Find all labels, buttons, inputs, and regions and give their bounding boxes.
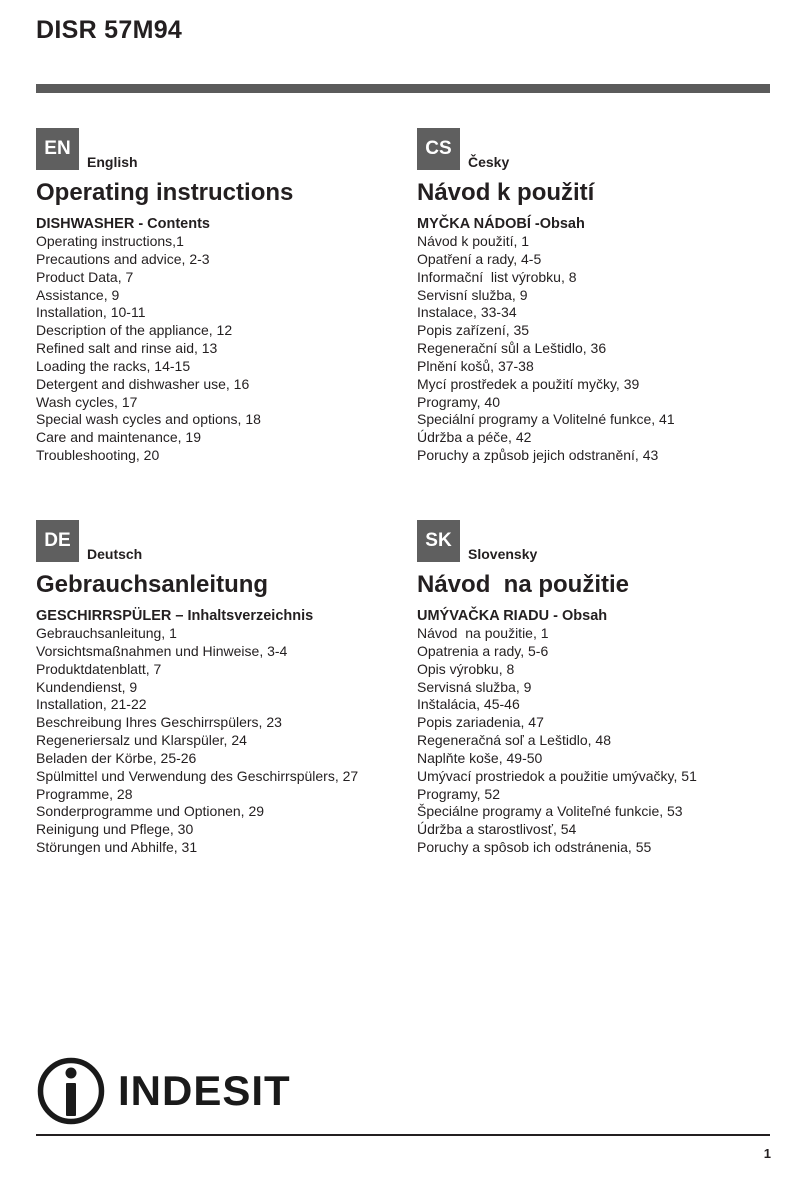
- contents-item: Poruchy a spôsob ich odstránenia, 55: [417, 839, 652, 856]
- contents-heading: GESCHIRRSPÜLER – Inhaltsverzeichnis: [36, 608, 314, 624]
- language-name: Slovensky: [468, 546, 538, 562]
- contents-item: Operating instructions,1: [36, 233, 184, 249]
- model-title: DISR 57M94: [36, 16, 183, 44]
- contents-item: Inštalácia, 45-46: [417, 696, 520, 713]
- contents-heading: MYČKA NÁDOBÍ -Obsah: [417, 216, 585, 232]
- contents-item: Precautions and advice, 2-3: [36, 250, 210, 267]
- language-name: Česky: [468, 154, 510, 170]
- language-header: [417, 128, 797, 170]
- contents-item: Opatření a rady, 4-5: [417, 250, 542, 267]
- language-name: Deutsch: [87, 546, 143, 562]
- contents-item: Programy, 40: [417, 393, 500, 410]
- language-name: English: [87, 154, 138, 170]
- language-code-badge: CS: [417, 128, 460, 170]
- contents-list: [36, 625, 416, 857]
- contents-item: Assistance, 9: [36, 286, 120, 303]
- contents-item: Servisní služba, 9: [417, 286, 528, 303]
- language-code-badge: SK: [417, 520, 460, 562]
- section-slovak: [417, 520, 797, 857]
- brand-name: INDESIT: [118, 1067, 291, 1114]
- contents-item: Poruchy a způsob jejich odstranění, 43: [417, 447, 659, 464]
- contents-item: Umývací prostriedok a použitie umývačky, 51: [417, 767, 697, 784]
- section-title: Gebrauchsanleitung: [36, 571, 269, 598]
- contents-item: Servisná služba, 9: [417, 678, 532, 695]
- contents-item: Product Data, 7: [36, 268, 134, 285]
- contents-item: Reinigung und Pflege, 30: [36, 821, 194, 838]
- contents-item: Vorsichtsmaßnahmen und Hinweise, 3-4: [36, 642, 288, 659]
- section-czech: [417, 128, 797, 465]
- contents-item: Plnění košů, 37-38: [417, 357, 534, 374]
- contents-item: Care and maintenance, 19: [36, 429, 201, 446]
- contents-item: Programy, 52: [417, 785, 500, 802]
- language-code-badge: DE: [36, 520, 79, 562]
- bottom-divider: [36, 1134, 770, 1136]
- contents-item: Installation, 21-22: [36, 696, 147, 713]
- contents-item: Description of the appliance, 12: [36, 322, 233, 339]
- indesit-logo-icon: [36, 1056, 106, 1126]
- contents-item: Special wash cycles and options, 18: [36, 411, 261, 428]
- contents-item: Programme, 28: [36, 785, 133, 802]
- contents-item: Regeneriersalz und Klarspüler, 24: [36, 732, 247, 749]
- contents-list: [417, 233, 797, 465]
- contents-item: Produktdatenblatt, 7: [36, 660, 162, 677]
- contents-item: Regenerační sůl a Leštidlo, 36: [417, 340, 607, 357]
- contents-item: Informační list výrobku, 8: [417, 268, 577, 285]
- contents-item: Mycí prostředek a použití myčky, 39: [417, 375, 640, 392]
- language-header: [36, 520, 416, 562]
- contents-item: Popis zariadenia, 47: [417, 714, 544, 731]
- contents-list: [417, 625, 797, 857]
- contents-item: Návod k použití, 1: [417, 233, 530, 249]
- section-german: [36, 520, 416, 857]
- contents-item: Detergent and dishwasher use, 16: [36, 375, 250, 392]
- contents-item: Installation, 10-11: [36, 304, 146, 321]
- section-title: Návod na použitie: [417, 571, 630, 598]
- contents-list: [36, 233, 416, 465]
- contents-item: Špeciálne programy a Voliteľné funkcie, 53: [417, 803, 683, 820]
- contents-item: Sonderprogramme und Optionen, 29: [36, 803, 265, 820]
- brand-logo: [36, 1056, 291, 1126]
- contents-item: Opatrenia a rady, 5-6: [417, 642, 549, 659]
- contents-heading: DISHWASHER - Contents: [36, 216, 210, 232]
- contents-heading: UMÝVAČKA RIADU - Obsah: [417, 608, 608, 624]
- contents-item: Údržba a péče, 42: [417, 429, 532, 446]
- contents-item: Speciální programy a Volitelné funkce, 41: [417, 411, 675, 428]
- contents-item: Beschreibung Ihres Geschirrspülers, 23: [36, 714, 282, 731]
- language-code-badge: EN: [36, 128, 79, 170]
- contents-item: Refined salt and rinse aid, 13: [36, 340, 218, 357]
- contents-item: Troubleshooting, 20: [36, 447, 160, 464]
- contents-item: Naplňte koše, 49-50: [417, 749, 543, 766]
- section-english: [36, 128, 416, 465]
- contents-item: Loading the racks, 14-15: [36, 357, 191, 374]
- contents-item: Návod na použitie, 1: [417, 625, 549, 641]
- section-title: Operating instructions: [36, 179, 294, 206]
- contents-item: Gebrauchsanleitung, 1: [36, 625, 177, 641]
- contents-item: Instalace, 33-34: [417, 304, 517, 321]
- top-divider: [36, 84, 770, 93]
- contents-item: Údržba a starostlivosť, 54: [417, 821, 577, 838]
- contents-item: Wash cycles, 17: [36, 393, 138, 410]
- language-header: [417, 520, 797, 562]
- section-title: Návod k použití: [417, 179, 595, 206]
- contents-item: Beladen der Körbe, 25-26: [36, 749, 197, 766]
- contents-item: Spülmittel und Verwendung des Geschirrspülers, 27: [36, 767, 359, 784]
- contents-item: Opis výrobku, 8: [417, 660, 515, 677]
- page-number: 1: [763, 1146, 771, 1161]
- contents-item: Kundendienst, 9: [36, 678, 138, 695]
- contents-item: Popis zařízení, 35: [417, 322, 530, 339]
- language-header: [36, 128, 416, 170]
- contents-item: Störungen und Abhilfe, 31: [36, 839, 198, 856]
- contents-item: Regeneračná soľ a Leštidlo, 48: [417, 732, 611, 749]
